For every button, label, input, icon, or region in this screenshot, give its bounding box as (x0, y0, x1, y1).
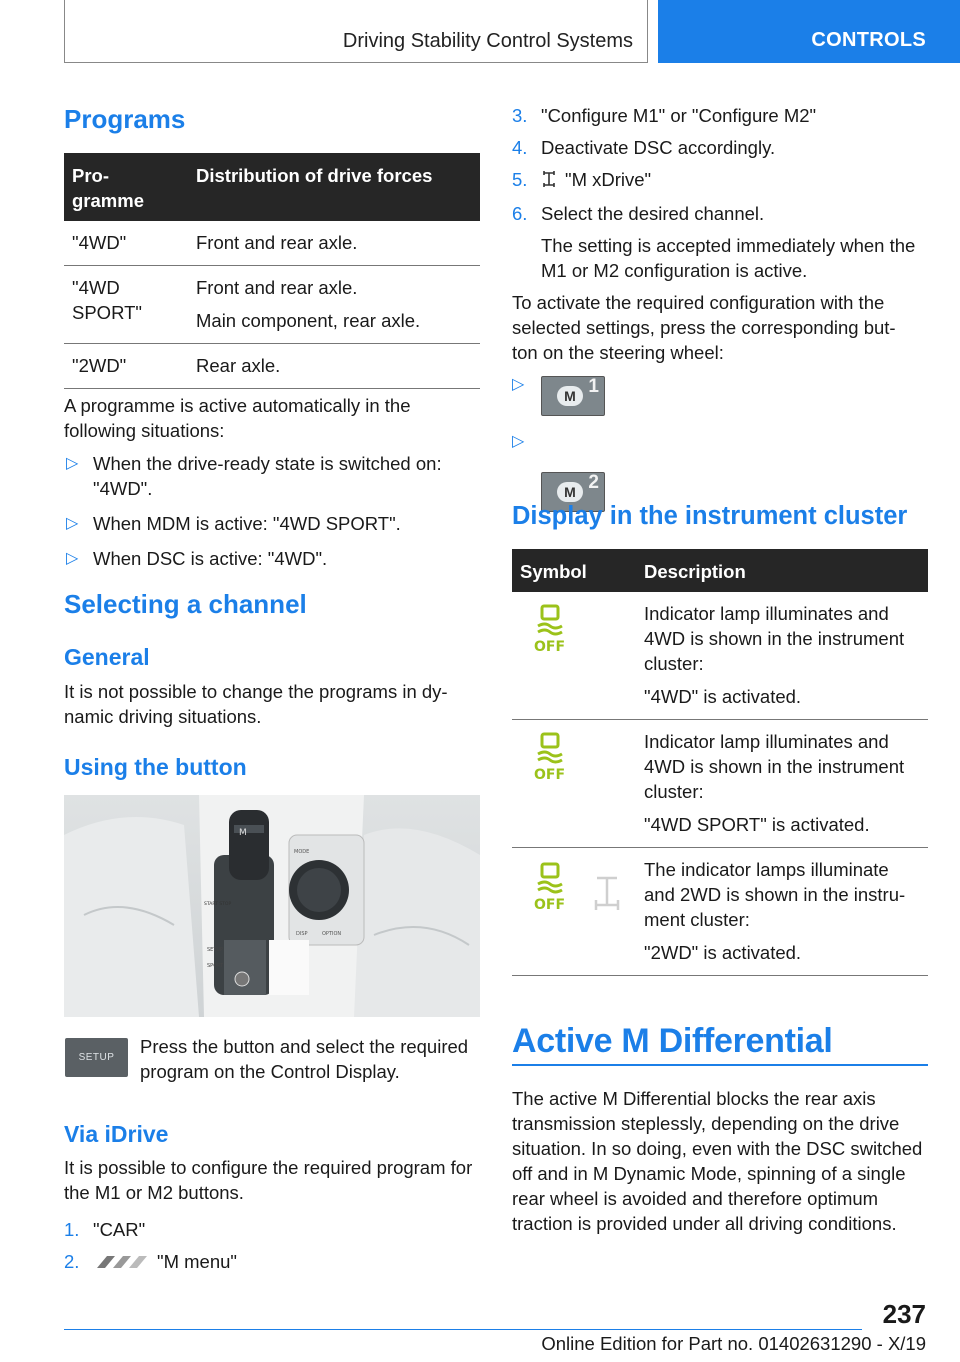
svg-text:OPTION: OPTION (322, 931, 342, 937)
svg-text:MODE: MODE (294, 849, 310, 855)
activate-config-text: To activate the required configuration with the selected settings, press the corresponding but- ton on the steering wheel: (512, 292, 896, 363)
active-m-differential-heading: Active M Differential (512, 1022, 833, 1060)
indicator-table-header (512, 549, 928, 592)
list-item: 2. "M menu" (64, 1249, 480, 1276)
header-chapter-tab (658, 0, 960, 63)
indicator-description: The indicator lamps illuminate and 2WD is shown in the instru- ment cluster: "2WD" is activated. (636, 848, 928, 976)
programs-table (64, 153, 480, 389)
triangle-bullet-icon: ▷ (66, 455, 79, 472)
indicator-symbol-cell (512, 848, 636, 976)
general-text: It is not possible to change the programs in dy- namic driving situations. (64, 681, 448, 727)
svg-text:OFF: OFF (534, 897, 566, 913)
indicator-col-description: Description (636, 549, 928, 592)
header-section-box (64, 0, 648, 63)
indicator-col-symbol: Symbol (512, 549, 636, 592)
idrive-heading: Via iDrive (64, 1121, 169, 1147)
table-row (64, 344, 480, 389)
auto-intro-text: A programme is active automatically in the following situations: (64, 395, 411, 441)
list-item: 5. "M xDrive" (512, 167, 928, 194)
setup-instruction-text: Press the button and select the required program on the Control Display. (140, 1036, 469, 1082)
general-heading: General (64, 644, 150, 670)
header-chapter-label: CONTROLS (811, 29, 926, 51)
selecting-channel-heading: Selecting a channel (64, 589, 307, 619)
idrive-text: It is possible to configure the required program for the M1 or M2 buttons. (64, 1157, 473, 1203)
footer-edition: Online Edition for Part no. 01402631290 - X/19 (541, 1333, 926, 1354)
list-item: 4. Deactivate DSC accordingly. (512, 137, 776, 158)
programs-heading: Programs (64, 104, 186, 134)
page-number: 237 (882, 1299, 926, 1329)
program-name: "4WD" (64, 221, 188, 266)
setup-button-icon: SETUP (65, 1038, 128, 1077)
table-row (512, 848, 928, 976)
indicator-table (512, 549, 928, 976)
dsc-off-indicator-icon (533, 862, 567, 914)
svg-text:DISP: DISP (296, 931, 308, 937)
list-item: 6. Select the desired channel. The setting is accepted immediately when the M1 or M2 configuration is active. (512, 201, 928, 283)
m1-button-icon: M 1 (541, 376, 605, 416)
list-item: 3. "Configure M1" or "Configure M2" (512, 105, 817, 126)
program-name: "2WD" (64, 344, 188, 389)
program-name: "4WD SPORT" (64, 266, 188, 344)
active-m-differential-text: The active M Differential blocks the rear axis transmission steplessly, depending on the drive situation. In so doing, even with the DSC switched off and in M Dynamic Mode, spinning of a single rear wheel is avoided and therefore optimum traction is provided under all driving conditions. (512, 1088, 923, 1234)
program-distribution: Front and rear axle. Main component, rear axle. (188, 266, 480, 344)
programs-col-distribution: Distribution of drive forces (188, 153, 480, 221)
heading-underline (512, 1064, 928, 1066)
programs-table-header (64, 153, 480, 221)
dsc-off-indicator-icon (533, 604, 567, 656)
indicator-description: Indicator lamp illuminates and 4WD is shown in the instrument cluster: "4WD SPORT" is activated. (636, 720, 928, 848)
header-section-title: Driving Stability Control Systems (342, 30, 633, 52)
svg-text:SETUP: SETUP (207, 947, 224, 953)
2wd-indicator-icon (592, 874, 622, 914)
svg-text:START STOP: START STOP (204, 902, 232, 907)
svg-text:SPORT: SPORT (207, 963, 224, 969)
table-row (64, 266, 480, 344)
table-row (512, 720, 928, 848)
idrive-steps-right (512, 103, 928, 290)
indicator-symbol-cell (512, 592, 636, 720)
indicator-symbol-cell (512, 720, 636, 848)
triangle-bullet-icon: ▷ (66, 550, 79, 567)
list-item: ▷ When MDM is active: "4WD SPORT". (66, 513, 401, 534)
svg-text:OFF: OFF (534, 767, 566, 783)
dsc-off-indicator-icon (533, 732, 567, 784)
xdrive-car-icon (541, 169, 557, 194)
triangle-bullet-icon: ▷ (512, 433, 525, 450)
idrive-steps-left (64, 1217, 480, 1283)
list-item: 1. "CAR" (64, 1219, 146, 1240)
indicator-description: Indicator lamp illuminates and 4WD is shown in the instrument cluster: "4WD" is activated. (636, 592, 928, 720)
step-6-subtext: The setting is accepted immediately when the M1 or M2 configuration is active. (541, 234, 916, 281)
auto-situations-list (64, 451, 480, 581)
footer-divider (64, 1329, 862, 1330)
triangle-bullet-icon: ▷ (512, 376, 525, 393)
program-distribution: Front and rear axle. (188, 221, 480, 266)
table-row (512, 592, 928, 720)
program-distribution: Rear axle. (188, 344, 480, 389)
using-button-heading: Using the button (64, 754, 247, 780)
table-row (64, 221, 480, 266)
center-console-photo (64, 795, 480, 1017)
m2-button-icon: M 2 (541, 472, 605, 512)
triangle-bullet-icon: ▷ (66, 515, 79, 532)
list-item: ▷ When DSC is active: "4WD". (66, 548, 328, 569)
m-stripes-icon (93, 1251, 149, 1276)
list-item: ▷ When the drive-ready state is switched on: "4WD". (66, 453, 442, 499)
svg-text:OFF: OFF (534, 639, 566, 655)
programs-col-programme: Pro- gramme (64, 153, 188, 221)
display-cluster-heading: Display in the instrument cluster (512, 502, 908, 530)
console-m-label: M (239, 828, 247, 838)
